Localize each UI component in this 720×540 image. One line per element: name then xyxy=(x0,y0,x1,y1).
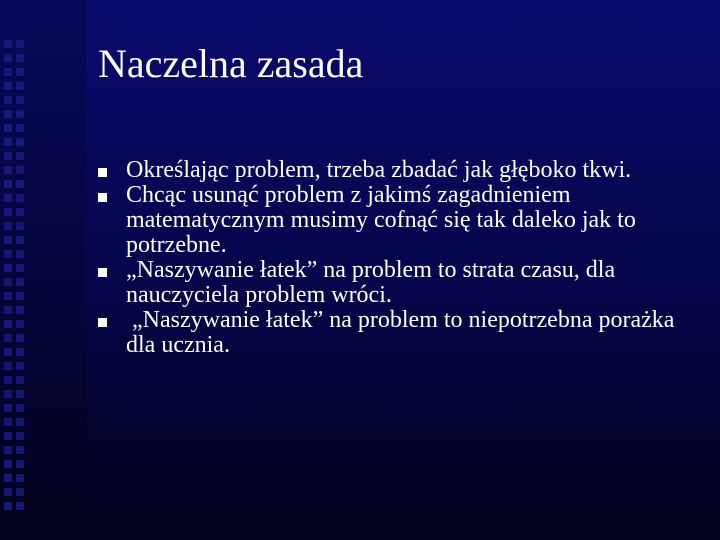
decor-square xyxy=(16,250,24,258)
decor-square xyxy=(4,152,12,160)
decor-square xyxy=(16,348,24,356)
decor-square xyxy=(16,376,24,384)
bullet-item xyxy=(98,308,698,358)
decor-square xyxy=(4,418,12,426)
decor-square xyxy=(16,166,24,174)
decor-square xyxy=(16,180,24,188)
decor-square xyxy=(4,306,12,314)
decor-square xyxy=(4,320,12,328)
bullet-item xyxy=(98,258,698,308)
decor-square xyxy=(16,432,24,440)
decor-square xyxy=(16,446,24,454)
decor-square xyxy=(4,404,12,412)
decor-square xyxy=(4,138,12,146)
square-bullet-icon xyxy=(98,308,126,333)
decor-square xyxy=(16,320,24,328)
decor-square xyxy=(16,488,24,496)
decor-square xyxy=(4,264,12,272)
decor-square xyxy=(4,460,12,468)
decor-square xyxy=(16,292,24,300)
decor-square xyxy=(4,110,12,118)
bullet-list xyxy=(98,158,698,358)
decor-square xyxy=(4,376,12,384)
decor-square xyxy=(16,194,24,202)
decor-square xyxy=(4,194,12,202)
decor-square xyxy=(16,390,24,398)
decorative-sidebar xyxy=(0,0,86,540)
bullet-text: Określając problem, trzeba zbadać jak głęboko tkwi. xyxy=(126,157,632,183)
decor-square xyxy=(4,250,12,258)
decor-square xyxy=(4,292,12,300)
decor-square xyxy=(16,418,24,426)
square-pattern-icon xyxy=(4,40,24,520)
decor-square xyxy=(4,474,12,482)
decor-square xyxy=(4,446,12,454)
decor-square xyxy=(4,180,12,188)
decor-square xyxy=(16,96,24,104)
decor-square xyxy=(16,138,24,146)
decor-square xyxy=(4,166,12,174)
decor-square xyxy=(4,82,12,90)
decor-square xyxy=(16,474,24,482)
bullet-item xyxy=(98,158,698,183)
decor-square xyxy=(4,222,12,230)
decor-square xyxy=(4,208,12,216)
decor-square xyxy=(4,54,12,62)
bullet-text: „Naszywanie łatek” na problem to niepotrzebna porażka dla ucznia. xyxy=(126,307,681,358)
decor-square xyxy=(16,404,24,412)
slide-title: Naczelna zasada xyxy=(98,41,364,86)
bullet-text: Chcąc usunąć problem z jakimś zagadnieniem matematycznym musimy cofnąć się tak daleko jak to potrzebne. xyxy=(126,182,636,258)
decor-square xyxy=(4,68,12,76)
decor-square xyxy=(4,390,12,398)
decor-square xyxy=(16,68,24,76)
bullet-text: „Naszywanie łatek” na problem to strata czasu, dla nauczyciela problem wróci. xyxy=(126,257,616,308)
decor-square xyxy=(16,82,24,90)
decor-square xyxy=(16,208,24,216)
decor-square xyxy=(16,110,24,118)
decor-square xyxy=(16,264,24,272)
decor-square xyxy=(4,124,12,132)
decor-square xyxy=(16,124,24,132)
decor-square xyxy=(16,460,24,468)
decor-square xyxy=(4,334,12,342)
decor-square xyxy=(4,348,12,356)
decor-square xyxy=(16,40,24,48)
decor-square xyxy=(16,278,24,286)
decor-square xyxy=(4,96,12,104)
decor-square xyxy=(4,278,12,286)
decor-square xyxy=(4,502,12,510)
decor-square xyxy=(16,502,24,510)
decor-square xyxy=(16,236,24,244)
decor-square xyxy=(16,334,24,342)
decor-square xyxy=(4,236,12,244)
decor-square xyxy=(4,432,12,440)
decor-square xyxy=(16,222,24,230)
decor-square xyxy=(4,362,12,370)
decor-square xyxy=(16,152,24,160)
square-bullet-icon xyxy=(98,158,126,183)
decor-square xyxy=(16,306,24,314)
square-bullet-icon xyxy=(98,183,126,208)
decor-square xyxy=(16,362,24,370)
decor-square xyxy=(16,54,24,62)
bullet-item xyxy=(98,183,698,258)
square-bullet-icon xyxy=(98,258,126,283)
decor-square xyxy=(4,40,12,48)
decor-square xyxy=(4,488,12,496)
